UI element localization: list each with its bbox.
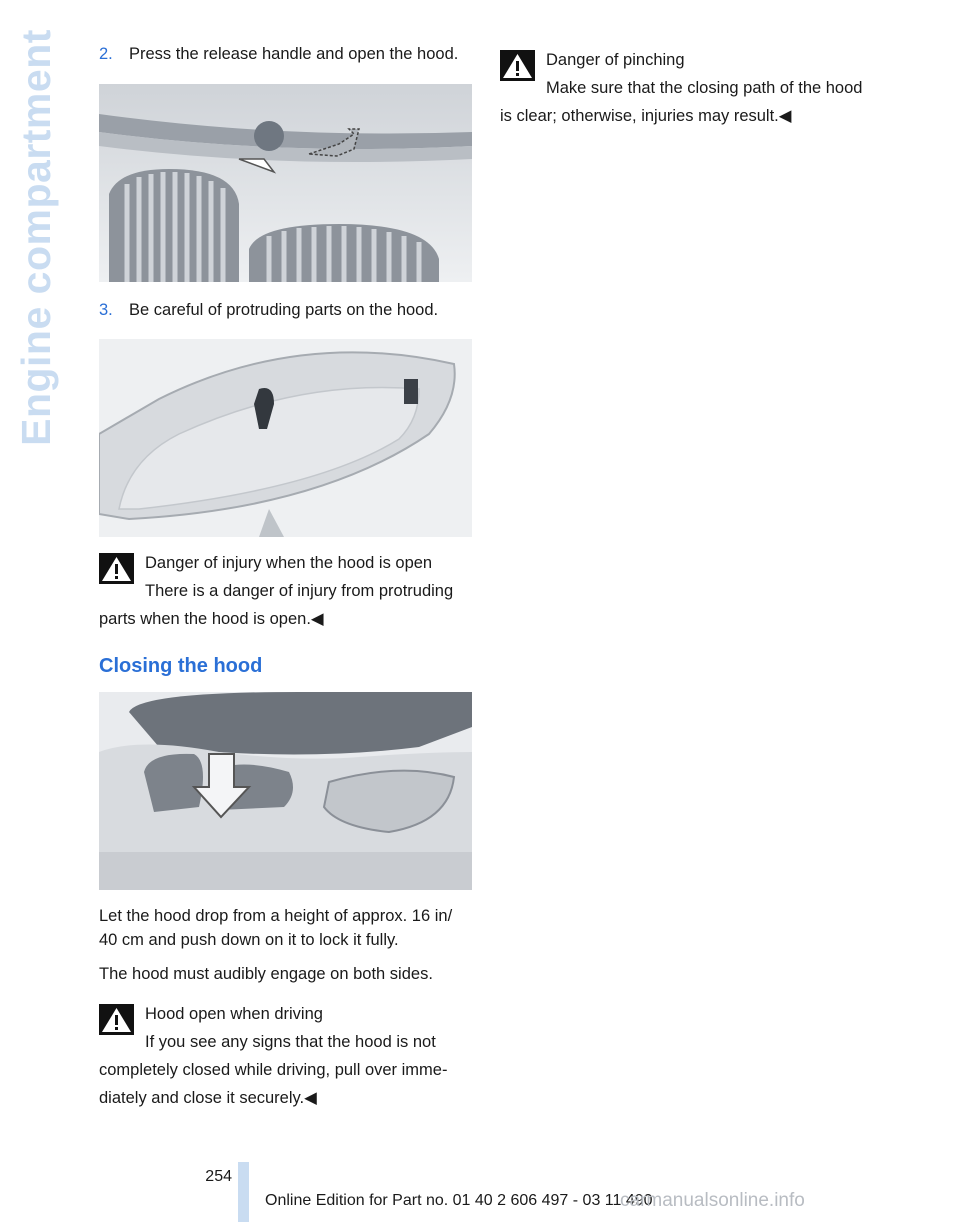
right-column <box>500 42 872 130</box>
warning-body: Make sure that the closing path of the hood is clear; otherwise, injuries may result.◀ <box>500 79 863 125</box>
warning-injury <box>99 549 472 633</box>
watermark: carmanualsonline.info <box>620 1190 805 1211</box>
warning-body: If you see any signs that the hood is not completely closed while driving, pull over imme-diately and close it securely.◀ <box>99 1033 448 1107</box>
release-handle-figure <box>99 84 472 282</box>
online-edition-note: Online Edition for Part no. 01 40 2 606 497 - 03 11 490 <box>265 1192 653 1209</box>
warning-triangle-icon <box>99 553 134 584</box>
warning-title: Danger of pinching <box>546 51 685 69</box>
closing-engage-note: The hood must audibly engage on both sides. <box>99 965 433 983</box>
left-column <box>99 42 472 1112</box>
warning-title: Danger of injury when the hood is open <box>145 554 433 572</box>
step-number: 3. <box>99 301 113 319</box>
warning-title: Hood open when driving <box>145 1005 323 1023</box>
step-text: Be careful of protruding parts on the hood. <box>129 301 439 319</box>
step-number: 2. <box>99 45 113 63</box>
warning-body: There is a danger of injury from protruding parts when the hood is open.◀ <box>99 582 454 628</box>
warning-driving <box>99 1000 472 1112</box>
side-section-title <box>6 28 66 446</box>
hood-underside-figure <box>99 339 472 537</box>
closing-hood-figure <box>99 692 472 890</box>
closing-instructions: Let the hood drop from a height of approx. 16 in/ 40 cm and push down on it to lock it fully. <box>99 907 453 949</box>
step-2 <box>99 42 472 66</box>
warning-triangle-icon <box>99 1004 134 1035</box>
step-text: Press the release handle and open the hood. <box>129 45 459 63</box>
step-3 <box>99 298 472 322</box>
warning-pinching <box>500 46 872 130</box>
side-section-title-text: Engine compartment <box>12 28 59 446</box>
footer-accent-bar <box>238 1162 249 1222</box>
closing-hood-heading: Closing the hood <box>99 655 263 677</box>
page-number: 254 <box>205 1168 232 1185</box>
warning-triangle-icon <box>500 50 535 81</box>
